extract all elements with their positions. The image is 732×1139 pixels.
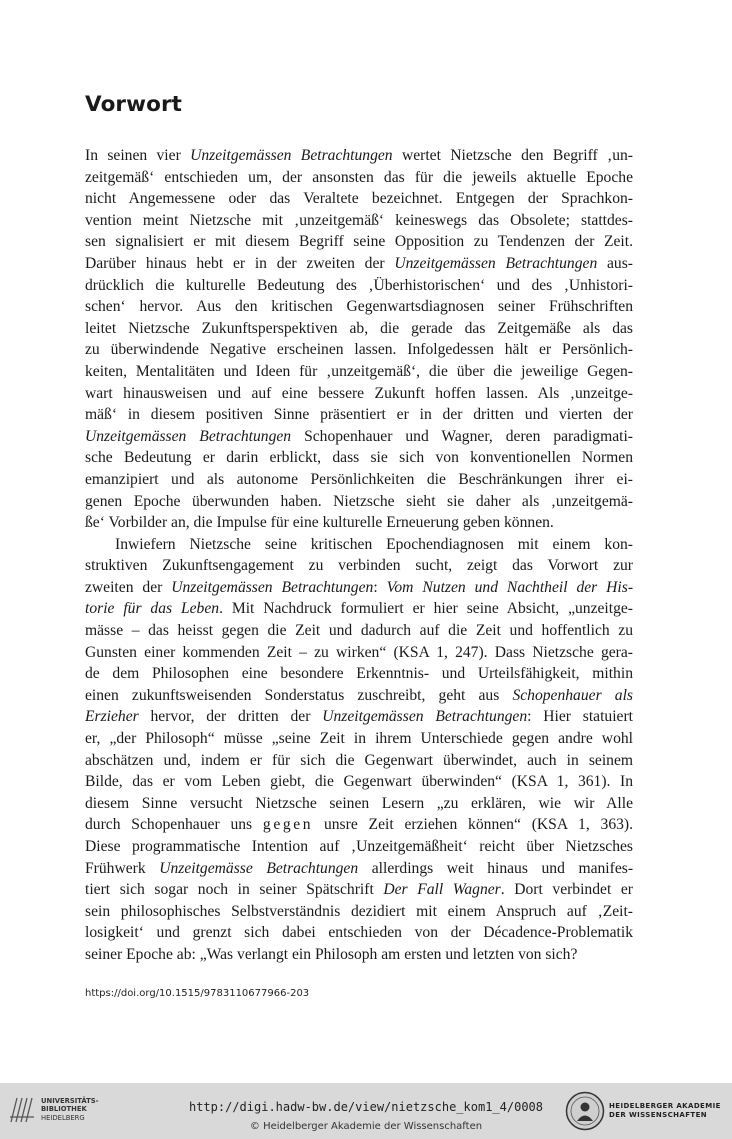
footer-url-link[interactable]: http://digi.hadw-bw.de/view/nietzsche_kom1_4/0008: [188, 1100, 543, 1114]
text-span: er, „der Philosoph“ müsse „seine Zeit in ihrem Unterschiede gegen andre wohl: [85, 730, 633, 748]
text-span: seiner Epoche ab: „Was verlangt ein Philosoph am ersten und letzten von sich?: [85, 945, 578, 963]
text-span: sen signalisiert er mit diesem Begriff seine Opposition zu Tendenzen der Zeit.: [85, 233, 633, 251]
text-span: Bilde, das er vom Leben giebt, die Gegenwart überwinden“ (KSA 1, 361). In: [85, 773, 633, 791]
text-span: hervor, der dritten der: [138, 708, 323, 726]
italic-span: Erzieher: [85, 708, 139, 726]
text-span: zeitgemäß‘ entschieden um, der ansonsten das für die jeweils aktuelle Epoche: [85, 168, 633, 186]
text-line: [85, 620, 633, 642]
text-line: [85, 167, 633, 189]
text-span: leitet Nietzsche Zukunftsperspektiven ab, die gerade das Zeitgemäße als das: [85, 319, 633, 337]
academy-logo-line: HEIDELBERGER AKADEMIE: [609, 1102, 721, 1110]
text-span: sein philosophisches Selbstverständnis dezidiert mit einem Anspruch auf ‚Zeit-: [85, 902, 633, 920]
text-span: sche Bedeutung er darin erblickt, dass sie sich von konventionellen Normen: [85, 449, 633, 467]
text-line: [85, 231, 633, 253]
text-span: drücklich die kulturelle Bedeutung des ‚Überhistorischen‘ und des ‚Unhistori-: [85, 276, 633, 294]
text-span: Schopenhauer und Wagner, deren paradigmati-: [291, 427, 633, 445]
text-line: [85, 728, 633, 750]
italic-span: Der Fall Wagner: [383, 881, 501, 899]
text-line: [85, 642, 633, 664]
text-span: wertet Nietzsche den Begriff ‚un-: [392, 147, 633, 164]
text-line: [85, 793, 633, 815]
text-span: abschätzen und, indem er für sich die Gegenwart überwindet, auch in seinem: [85, 751, 633, 769]
text-span: schen‘ hervor. Aus den kritischen Gegenwartsdiagnosen seiner Frühschriften: [85, 298, 633, 316]
text-line: [85, 663, 633, 685]
text-line: [85, 577, 633, 599]
text-span: keiten, Mentalitäten und Ideen für ‚unzeitgemäß‘, die über die jeweilige Gegen-: [85, 362, 633, 380]
text-line: [85, 534, 633, 556]
text-span: :: [373, 578, 387, 596]
italic-span: Vom Nutzen und Nachtheil der His-: [386, 578, 633, 596]
text-line: [85, 750, 633, 772]
text-span: unsre Zeit erziehen können“ (KSA 1, 363).: [313, 816, 633, 834]
text-span: : Hier statuiert: [527, 708, 633, 726]
text-span: losigkeit‘ und grenzt sich dabei entschieden von der Décadence-Problematik: [85, 924, 633, 942]
text-span: In seinen vier: [85, 147, 191, 164]
text-line: [85, 447, 633, 469]
italic-span: Unzeitgemässen Betrachtungen: [85, 427, 292, 445]
text-line: [85, 879, 633, 901]
text-line: [85, 318, 633, 340]
text-span: de dem Philosophen eine besondere Erkenntnis- und Urteilsfähigkeit, mithin: [85, 665, 633, 683]
text-line: [85, 426, 633, 448]
text-span: nicht Angemessene oder das Veraltete bezeichnet. Entgegen der Sprachkon-: [85, 190, 633, 208]
academy-logo-line: DER WISSENSCHAFTEN: [609, 1111, 708, 1119]
text-span: Inwiefern Nietzsche seine kritischen Epochendiagnosen mit einem kon-: [115, 535, 633, 553]
italic-span: Unzeitgemässe Betrachtungen: [159, 859, 359, 877]
library-logo-line: BIBLIOTHEK: [41, 1105, 87, 1114]
text-line: [85, 555, 633, 577]
text-span: Frühwerk: [85, 859, 160, 877]
text-span: emanzipiert und als autonome Persönlichkeiten die Beschränkungen ihrer ei-: [85, 470, 633, 488]
text-line: [85, 253, 633, 275]
text-line: [85, 901, 633, 923]
text-span: Diese programmatische Intention auf ‚Unzeitgemäßheit‘ reicht über Nietzsches: [85, 838, 633, 855]
text-span: tiert sich sogar noch in seiner Spätschrift: [85, 881, 384, 899]
text-line: [85, 706, 633, 728]
text-line: [85, 491, 633, 513]
text-span: Darüber hinaus hebt er in der zweiten der: [85, 254, 395, 272]
text-line: [85, 383, 633, 405]
body-text: [85, 145, 633, 966]
text-span: mässe – das heisst gegen die Zeit und dadurch auf die Zeit und hoffentlich zu: [85, 622, 633, 640]
text-span: Gunsten einer kommenden Zeit – zu wirken“ (KSA 1, 247). Dass Nietzsche gera-: [85, 643, 633, 661]
text-line: [85, 771, 633, 793]
text-line: [85, 361, 633, 383]
italic-span: Unzeitgemässen Betrachtungen: [190, 147, 393, 164]
text-span: wart hinausweisen und auf eine bessere Zukunft hoffen lassen. Als ‚unzeitge-: [85, 384, 633, 402]
text-span: durch Schopenhauer uns: [85, 816, 263, 834]
text-line: [85, 858, 633, 880]
text-line: [85, 210, 633, 232]
spaced-emphasis: gegen: [262, 816, 314, 834]
text-line: [85, 836, 633, 858]
library-logo-line: HEIDELBERG: [41, 1113, 85, 1122]
text-span: diesem Sinne versucht Nietzsche seinen Lesern „zu erklären, wie wir Alle: [85, 794, 633, 812]
text-span: . Mit Nachdruck formuliert er hier seine Absicht, „unzeitge-: [219, 600, 633, 618]
text-line: [85, 598, 633, 620]
text-span: vention meint Nietzsche mit ‚unzeitgemäß‘ keineswegs das Obsolete; stattdes-: [85, 211, 633, 229]
text-line: [85, 188, 633, 210]
text-span: mäß‘ in diesem positiven Sinne präsentiert er in der dritten und vierten der: [85, 406, 633, 424]
text-span: zweiten der: [85, 578, 172, 596]
academy-seal-icon: [565, 1091, 605, 1131]
italic-span: Unzeitgemässen Betrachtungen: [394, 254, 598, 272]
italic-span: torie für das Leben: [85, 600, 220, 618]
text-span: einen zukunftsweisenden Sonderstatus zuschreibt, geht aus: [85, 686, 513, 704]
text-span: . Dort verbindet er: [500, 881, 633, 899]
text-line: [85, 685, 633, 707]
library-logo-line: UNIVERSITÄTS-: [41, 1097, 99, 1105]
text-span: zu überwindende Negative erscheinen lassen. Infolgedessen hält er Persönlich-: [85, 341, 633, 359]
text-span: ße‘ Vorbilder an, die Impulse für eine kulturelle Erneuerung geben können.: [85, 514, 554, 532]
text-line: [85, 814, 633, 836]
academy-logo: [565, 1087, 730, 1135]
text-line: [85, 339, 633, 361]
text-line: [85, 145, 633, 167]
text-span: genen Epoche überwunden haben. Nietzsche sieht sie daher als ‚unzeitgemä-: [85, 492, 633, 510]
text-line: [85, 944, 633, 966]
italic-span: Unzeitgemässen Betrachtungen: [322, 708, 528, 726]
text-span: struktiven Zukunftsengagement zu verbinden sucht, zeigt das Vorwort zur: [85, 557, 633, 575]
text-line: [85, 922, 633, 944]
footer-copyright: © Heidelberger Akademie der Wissenschaften: [249, 1121, 483, 1132]
text-line: [85, 404, 633, 426]
page-title: Vorwort: [85, 92, 183, 117]
text-line: [85, 296, 633, 318]
text-line: [85, 512, 633, 534]
text-span: allerdings weit hinaus und manifes-: [358, 859, 633, 877]
text-span: aus-: [597, 254, 633, 272]
footer-bar: [0, 1083, 732, 1139]
italic-span: Unzeitgemässen Betrachtungen: [171, 578, 374, 596]
doi-link[interactable]: https://doi.org/10.1515/9783110677966-203: [85, 988, 310, 999]
text-line: [85, 469, 633, 491]
italic-span: Schopenhauer als: [512, 686, 633, 704]
text-line: [85, 275, 633, 297]
